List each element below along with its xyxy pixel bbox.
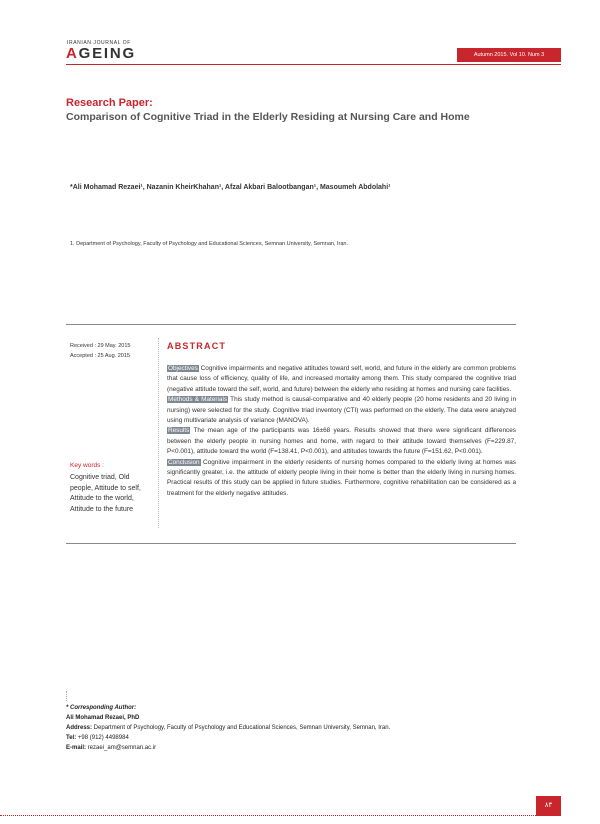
journal-logo <box>66 40 156 64</box>
conclusion-label: Conclusion <box>168 458 200 466</box>
abstract-bottom-rule <box>66 543 516 544</box>
email-label: E-mail: <box>66 745 87 751</box>
footer-divider <box>0 815 536 816</box>
dates-block <box>70 341 130 361</box>
methods-label: Methods & Materials <box>168 396 228 404</box>
journal-big-title <box>66 45 136 62</box>
header-divider <box>66 64 561 65</box>
column-separator <box>158 338 159 528</box>
corresponding-name: Ali Mohamad Rezaei, PhD <box>66 715 140 721</box>
corresponding-email <box>66 743 446 753</box>
keywords-title: Key words : <box>70 462 104 469</box>
address-value: Department of Psychology, Faculty of Psychology and Educational Sciences, Semnan University, Semnan, Iran. <box>92 725 391 731</box>
address-label: Address: <box>66 725 93 731</box>
abstract-top-rule <box>66 324 516 325</box>
issue-badge: Autumn 2015. Vol 10. Num 3 <box>457 48 561 62</box>
corresponding-title: * Corresponding Author: <box>66 705 137 711</box>
corresponding-author-block <box>66 703 446 753</box>
tel-label: Tel: <box>66 735 77 741</box>
abstract-body <box>167 364 516 499</box>
page-number: ٨٣ <box>536 796 561 816</box>
received-date: Received : 29 May. 2015 <box>70 343 131 349</box>
abstract-title: ABSTRACT <box>167 341 227 351</box>
journal-title-accent: A <box>66 45 79 62</box>
affiliation: 1. Department of Psychology, Faculty of Psychology and Educational Sciences, Semnan University, Semnan, Iran. <box>70 241 348 247</box>
keywords-text: Cognitive triad, Old people, Attitude to self, Attitude to the world, Attitude to the future <box>70 474 141 513</box>
results-text: The mean age of the participants was 16±68 years. Results showed that there were significant differences between the elderly people in nursing homes and home, with regard to their attitude toward themselves (F=229.87, P<0.001), attitude toward the world (F=138.41, P<0.001), and attitudes towards the future (F=151.62, P<0.001). <box>167 427 516 456</box>
author-list: *Ali Mohamad Rezaei¹, Nazanin KheirKhahan¹, Afzal Akbari Balootbangan¹, Masoumeh Abdolahi¹ <box>70 184 391 191</box>
corresponding-tel <box>66 733 446 743</box>
email-value: rezaei_am@semnan.ac.ir <box>86 745 157 751</box>
journal-title-rest: GEING <box>78 45 136 62</box>
accepted-date: Accepted : 25 Aug. 2015 <box>70 353 130 359</box>
paper-type: Research Paper: <box>66 97 153 109</box>
tel-value: +98 (912) 4498984 <box>76 735 129 741</box>
conclusion-text: Cognitive impairment in the elderly residents of nursing homes compared to the elderly living at homes was significantly greater, i.e. the attitude of elderly people living in their home is better than the elderly living in nursing homes. Practical results of this study can be applied in future studies. Furthermore, cognitive rehabilitation can be considered as a treatment for the elderly negative attitudes. <box>167 458 516 497</box>
objectives-text: Cognitive impairments and negative attitudes toward self, world, and future in the elderly are common problems that cause loss of efficiency, quality of life, and increased mortality among them. This study compared the cognitive triad (negative attitude toward the self, world, and future) between the elderly who residing at homes and nursing care facilities. <box>167 365 516 393</box>
paper-title: Comparison of Cognitive Triad in the Elderly Residing at Nursing Care and Home <box>66 111 470 123</box>
corresponding-marker <box>66 691 67 701</box>
corresponding-address <box>66 723 446 733</box>
objectives-label: Objectives <box>168 365 198 372</box>
journal-small-title: IRANIAN JOURNAL OF <box>67 40 131 46</box>
results-label: Results <box>168 427 190 435</box>
methods-text: This study method is causal-comparative and 40 elderly people (20 home residents and 20 living in nursing) were selected for the study. Cognitive triad inventory (CTI) was performed on the elderly. The data were analyzed using multivariate analysis of variance (MANOVA). <box>167 396 517 425</box>
